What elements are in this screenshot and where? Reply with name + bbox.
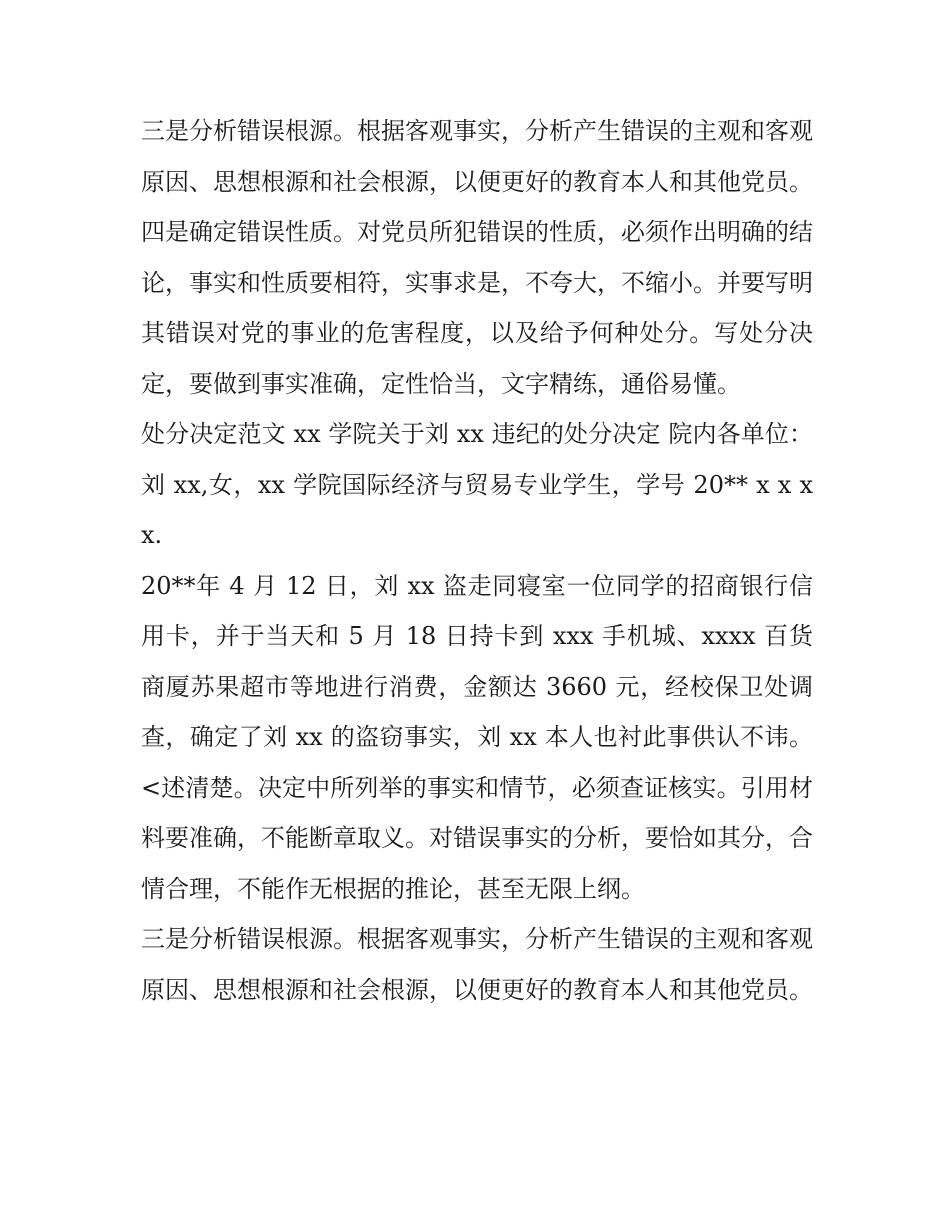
paragraph-error-root-2: 三是分析错误根源。根据客观事实，分析产生错误的主观和客观原因、思想根源和社会根源，以便更好的教育本人和其他党员。 <box>141 925 813 1004</box>
document-body <box>141 106 813 1015</box>
paragraph-incident-facts: 20**年 4 月 12 日，刘 xx 盗走同寝室一位同学的招商银行信用卡，并于当天和 5 月 18 日持卡到 xxx 手机城、xxxx 百货商厦苏果超市等地进行消费，金额达 3660 元，经校保卫处调查，确定了刘 xx 的盗窃事实，刘 xx 本人也衬此事供认不讳。<述清楚。决定中所列举的事实和情节，必须查证核实。引用材料要准确，不能断章取义。对错误事实的分析，要恰如其分，合情合理，不能作无根据的推论，甚至无限上纲。 <box>141 571 813 903</box>
paragraph-error-nature: 四是确定错误性质。对党员所犯错误的性质，必须作出明确的结论，事实和性质要相符，实事求是，不夸大，不缩小。并要写明其错误对党的事业的危害程度，以及给予何种处分。写处分决定，要做到事实准确，定性恰当，文字精练，通俗易懂。 <box>141 218 813 398</box>
paragraph-decision-sample: 处分决定范文 xx 学院关于刘 xx 违纪的处分决定 院内各单位： 刘 xx,女，xx 学院国际经济与贸易专业学生，学号 20** x x x x. <box>141 420 813 549</box>
paragraph-error-root-1: 三是分析错误根源。根据客观事实，分析产生错误的主观和客观原因、思想根源和社会根源，以便更好的教育本人和其他党员。 <box>141 117 813 196</box>
